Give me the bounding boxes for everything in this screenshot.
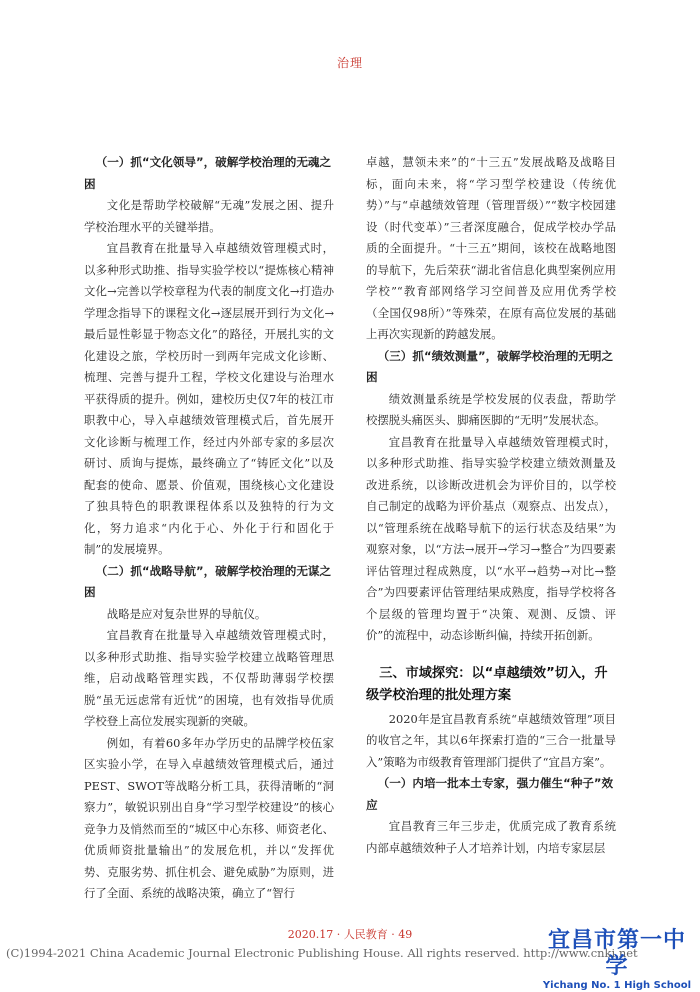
subsection-heading-culture: （一）抓“文化领导”，破解学校治理的无魂之困 (84, 155, 332, 191)
page-footer: 2020.17 · 人民教育 · 49 (287, 928, 413, 941)
paragraph: 宜昌教育在批量导入卓越绩效管理模式时，以多种形式助推、指导实验学校以“提炼核心精神文化→完善以学校章程为代表的制度文化→打造办学理念指导下的课程文化→逐层展开到行为文化→最后显性彰显于物态文化”的路径，开展扎实的文化建设之旅，学校历时一到两年完成文化诊断、梳理、完善与提升工程，学校文化建设与治理水平获得质的提升。例如，建校历史仅7年的枝江市职教中心，导入卓越绩效管理模式后，首先展开文化诊断与梳理工作，经过内外部专家的多层次研讨、质询与提炼，最终确立了“铸匠文化”以及配套的使命、愿景、价值观，围绕核心文化建设了独具特色的职教课程体系以及独特的行为文化，努力追求“内化于心、外化于行和固化于制”的发展境界。 (84, 241, 334, 556)
section-heading: 三、市域探究：以“卓越绩效”切入，升级学校治理的批处理方案 (366, 665, 608, 703)
subsection-heading-experts: （一）内培一批本土专家，强力催生“种子”效应 (366, 776, 614, 812)
subsection-heading-strategy: （二）抓“战略导航”，破解学校治理的无谋之困 (84, 563, 332, 599)
right-column (366, 152, 616, 859)
subsection-heading-performance: （三）抓“绩效测量”，破解学校治理的无明之困 (366, 348, 614, 384)
paragraph: 宜昌教育在批量导入卓越绩效管理模式时，以多种形式助推、指导实验学校建立战略管理思维，启动战略管理实践，不仅帮助薄弱学校摆脱“虽无远虑常有近忧”的困境，也有效指导优质学校登上高位发展实现新的突破。 (84, 628, 334, 728)
section-header: 治理 (336, 56, 363, 70)
paragraph-continued: 卓越，慧领未来”的“十三五”发展战略及战略目标，面向未来，将“学习型学校建设（传统优势）”与“卓越绩效管理（管理晋级）”“数字校园建设（时代变革）”三者深度融合，促成学校办学品质的全面提升。“十三五”期间，该校在战略地图的导航下，先后荣获“湖北省信息化典型案例应用学校”“教育部网络学习空间普及应用优秀学校（全国仅98所）”等殊荣，在原有高位发展的基础上再次实现新的跨越发展。 (366, 155, 616, 341)
paragraph: 宜昌教育三年三步走，优质完成了教育系统内部卓越绩效种子人才培养计划，内培专家层层 (366, 819, 616, 855)
school-watermark-logo (542, 928, 692, 991)
copyright-notice: (C)1994-2021 China Academic Journal Electronic Publishing House. All rights reserved. http://www.cnki.net (6, 946, 638, 960)
watermark-english: Yichang No. 1 High School (542, 980, 692, 991)
paragraph: 绩效测量系统是学校发展的仪表盘，帮助学校摆脱头痛医头、脚痛医脚的“无明”发展状态。 (366, 391, 616, 427)
paragraph: 战略是应对复杂世界的导航仪。 (106, 606, 267, 621)
paragraph: 文化是帮助学校破解“无魂”发展之困、提升学校治理水平的关键举措。 (84, 198, 334, 234)
watermark-chinese: 宜昌市第一中学 (547, 928, 686, 979)
paragraph: 2020年是宜昌教育系统“卓越绩效管理”项目的收官之年，其以6年探索打造的“三合一批量导入”策略为市级教育管理部门提供了“宜昌方案”。 (366, 711, 616, 769)
left-column (84, 152, 334, 905)
paragraph: 宜昌教育在批量导入卓越绩效管理模式时，以多种形式助推、指导实验学校建立绩效测量及改进系统，以诊断改进机会为评价目的，以学校自己制定的战略为评价基点（观察点、出发点），以“管理系统在战略导航下的运行状态及结果”为观察对象，以“方法→展开→学习→整合”为四要素评估管理过程成熟度，以“水平→趋势→对比→整合”为四要素评估管理结果成熟度，指导学校将各个层级的管理均置于“决策、观测、反馈、评价”的流程中，动态诊断纠偏，持续开拓创新。 (366, 434, 616, 642)
paragraph: 例如，有着60多年办学历史的品牌学校伍家区实验小学，在导入卓越绩效管理模式后，通过PEST、SWOT等战略分析工具，获得清晰的“洞察力”，敏锐识别出自身“学习型学校建设”的核心竞争力及悄然而至的“城区中心东移、师资老化、优质师资批量输出”的发展危机，并以“发挥优势、克服劣势、抓住机会、避免威胁”为原则，进行了全面、系统的战略决策，确立了“智行 (84, 735, 334, 900)
